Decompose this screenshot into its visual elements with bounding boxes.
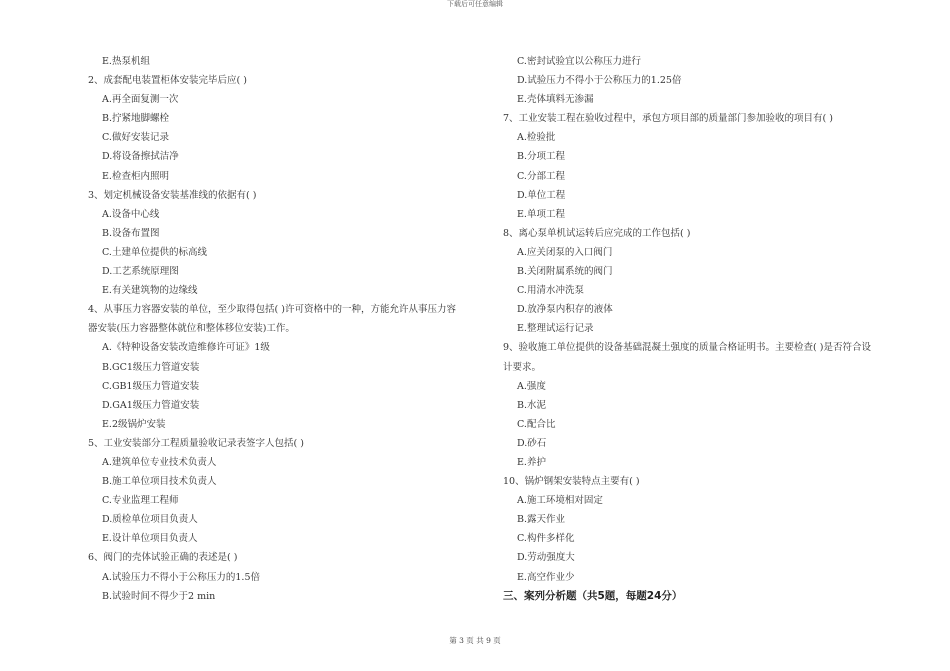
answer-option: D.单位工程 bbox=[517, 189, 566, 201]
answer-option: A.应关闭泵的入口阀门 bbox=[517, 246, 613, 258]
answer-option: E.2级锅炉安装 bbox=[102, 418, 166, 430]
left-column bbox=[88, 52, 483, 606]
question-text: 9、验收施工单位提供的设备基础混凝土强度的质量合格证明书。主要检查( )是否符合设 bbox=[503, 342, 871, 354]
page-header-note: 下载后可任意编辑 bbox=[447, 0, 503, 8]
answer-option: D.砂石 bbox=[517, 437, 547, 449]
answer-option: A.施工环境相对固定 bbox=[517, 495, 603, 507]
answer-option: D.劳动强度大 bbox=[517, 552, 575, 564]
page-number: 第 3 页 共 9 页 bbox=[449, 636, 501, 645]
answer-option: E.高空作业少 bbox=[517, 571, 575, 583]
answer-option: C.土建单位提供的标高线 bbox=[102, 246, 207, 258]
answer-option: B.GC1级压力管道安装 bbox=[102, 361, 200, 373]
answer-option: E.壳体填料无渗漏 bbox=[517, 94, 594, 106]
answer-option: B.拧紧地脚螺栓 bbox=[102, 113, 170, 125]
answer-option: C.GB1级压力管道安装 bbox=[102, 380, 200, 392]
answer-option: A.《特种设备安装改造维修许可证》1级 bbox=[102, 342, 270, 354]
section-heading: 三、案列分析题（共5题，每题24分） bbox=[503, 589, 683, 602]
answer-option: E.养护 bbox=[517, 456, 546, 468]
right-column bbox=[503, 52, 913, 606]
answer-option: B.设备布置图 bbox=[102, 227, 160, 239]
answer-option: A.强度 bbox=[517, 380, 546, 392]
answer-option: B.关闭附属系统的阀门 bbox=[517, 266, 613, 278]
answer-option: A.设备中心线 bbox=[102, 208, 160, 220]
answer-option: E.有关建筑物的边缘线 bbox=[102, 285, 198, 297]
question-text: 4、从事压力容器安装的单位，至少取得包括( )许可资格中的一种，方能允许从事压力容 bbox=[88, 304, 456, 316]
answer-option: C.专业监理工程师 bbox=[102, 495, 179, 507]
answer-option: B.施工单位项目技术负责人 bbox=[102, 476, 217, 488]
question-text: 8、离心泵单机试运转后应完成的工作包括( ) bbox=[503, 227, 691, 239]
answer-option: D.试验压力不得小于公称压力的1.25倍 bbox=[517, 75, 682, 87]
answer-option: E.整理试运行记录 bbox=[517, 323, 594, 335]
answer-option: C.用清水冲洗泵 bbox=[517, 285, 584, 297]
answer-option: E.设计单位项目负责人 bbox=[102, 533, 198, 545]
question-text: 5、工业安装部分工程质量验收记录表签字人包括( ) bbox=[88, 437, 304, 449]
question-text: 10、锅炉钢架安装特点主要有( ) bbox=[503, 476, 640, 488]
answer-option: D.GA1级压力管道安装 bbox=[102, 399, 200, 411]
question-text: 2、成套配电装置柜体安装完毕后应( ) bbox=[88, 75, 247, 87]
answer-option: D.将设备擦拭洁净 bbox=[102, 151, 179, 163]
answer-option: B.水泥 bbox=[517, 399, 547, 411]
answer-option: E.检查柜内照明 bbox=[102, 170, 169, 182]
question-text: 6、阀门的壳体试验正确的表述是( ) bbox=[88, 552, 238, 564]
answer-option: B.试验时间不得少于2 min bbox=[102, 590, 216, 602]
answer-option: A.试验压力不得小于公称压力的1.5倍 bbox=[102, 571, 260, 583]
answer-option: E.热泵机组 bbox=[102, 56, 150, 67]
answer-option: C.构件多样化 bbox=[517, 533, 575, 545]
answer-option: D.工艺系统原理图 bbox=[102, 266, 179, 278]
answer-option: A.建筑单位专业技术负责人 bbox=[102, 456, 217, 468]
answer-option: C.做好安装记录 bbox=[102, 132, 169, 144]
answer-option: C.配合比 bbox=[517, 418, 556, 430]
answer-option: B.露天作业 bbox=[517, 514, 566, 526]
answer-option: B.分项工程 bbox=[517, 151, 566, 163]
question-text: 7、工业安装工程在验收过程中，承包方项目部的质量部门参加验收的项目有( ) bbox=[503, 113, 833, 125]
question-text: 器安装(压力容器整体就位和整体移位安装)工作。 bbox=[88, 323, 295, 335]
answer-option: D.质检单位项目负责人 bbox=[102, 514, 198, 526]
answer-option: A.再全面复测一次 bbox=[102, 94, 179, 106]
answer-option: D.放净泵内积存的液体 bbox=[517, 304, 613, 316]
answer-option: C.密封试验宜以公称压力进行 bbox=[517, 56, 641, 67]
question-text: 计要求。 bbox=[503, 361, 542, 373]
answer-option: A.检验批 bbox=[517, 132, 556, 144]
answer-option: C.分部工程 bbox=[517, 170, 565, 182]
question-text: 3、划定机械设备安装基准线的依据有( ) bbox=[88, 189, 257, 201]
answer-option: E.单项工程 bbox=[517, 208, 565, 220]
